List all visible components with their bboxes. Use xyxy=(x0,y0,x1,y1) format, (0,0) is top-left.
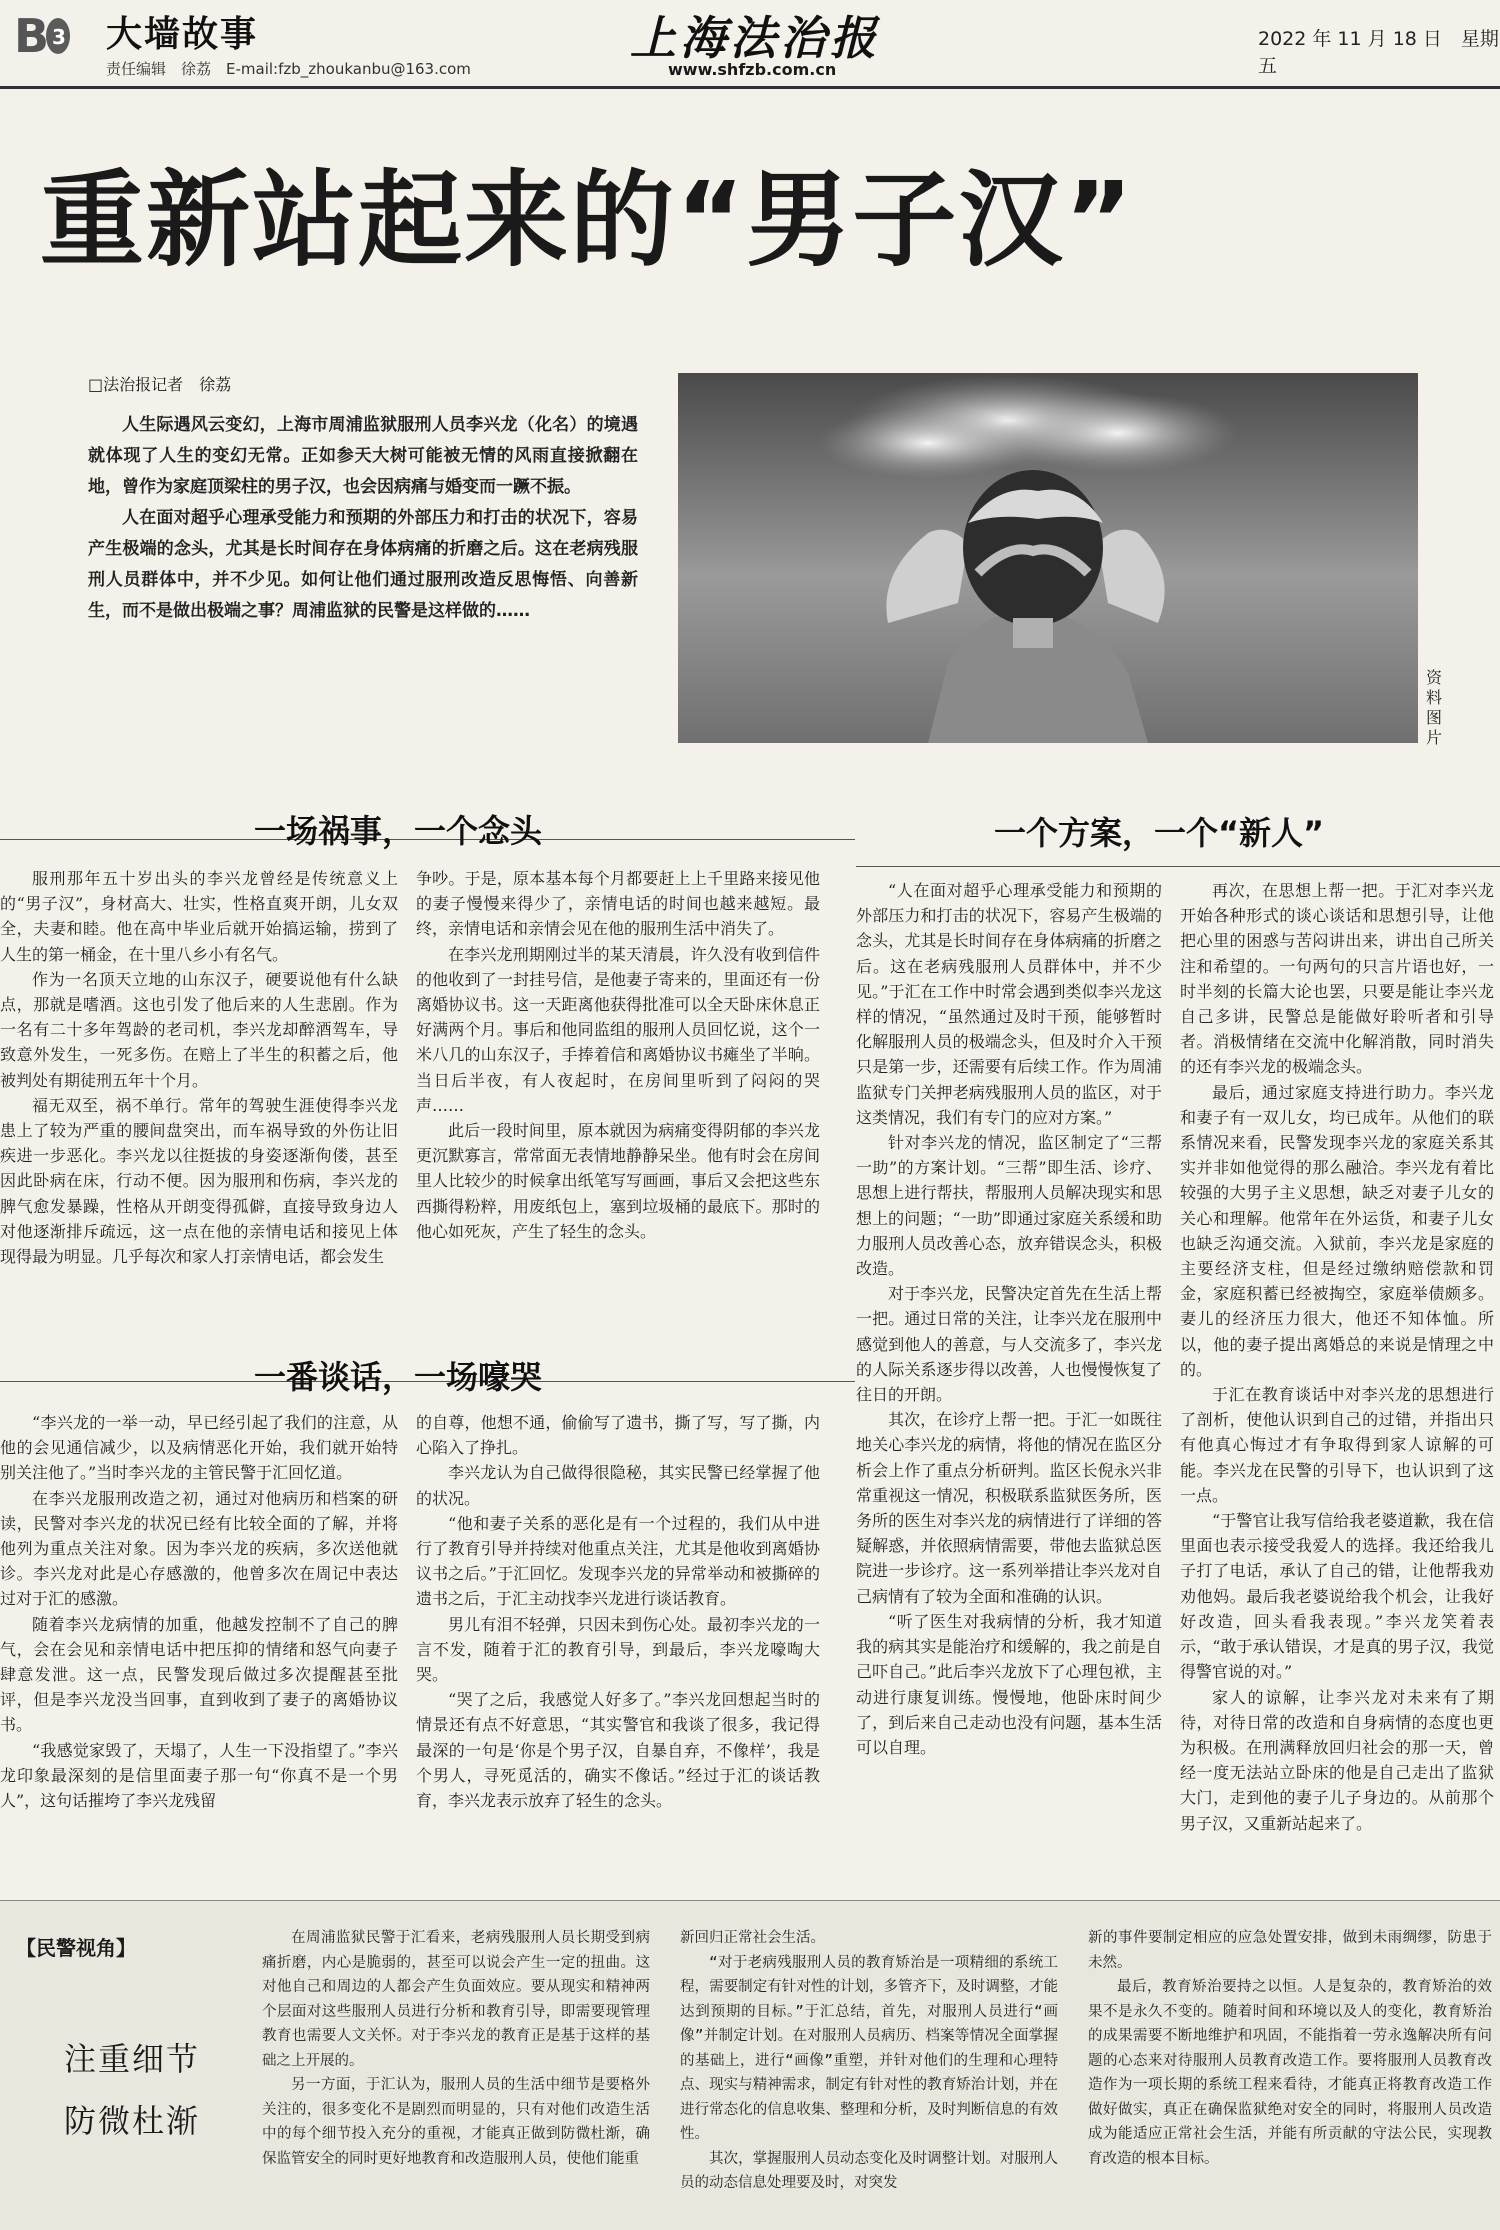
paragraph: 新回归正常社会生活。 xyxy=(680,1930,825,1946)
byline: □法治报记者 徐荔 xyxy=(88,375,232,394)
paragraph: 针对李兴龙的情况，监区制定了“三帮一助”的方案计划。“三帮”即生活、诊疗、思想上进行帮扶，帮服刑人员解决现实和思想上的问题；“一助”即通过家庭关系缓和助力服刑人员改善心态，放弃错误念头，积极改造。 xyxy=(856,1133,1162,1279)
paragraph: 服刑那年五十岁出头的李兴龙曾经是传统意义上的“男子汉”，身材高大、壮实，性格直爽开朗，儿女双全，夫妻和睦。他在高中毕业后就开始搞运输，捞到了人生的第一桶金，在十里八乡小有名气。 xyxy=(0,869,398,964)
article-column xyxy=(416,1410,820,1813)
sidebar-title-line: 防微杜渐 xyxy=(64,2102,201,2140)
paragraph: 在李兴龙刑期刚过半的某天清晨，许久没有收到信件的他收到了一封挂号信，是他妻子寄来的，里面还有一份离婚协议书。这一天距离他获得批准可以全天卧床休息正好满两个月。事后和他同监组的服刑人员回忆说，这个一米八几的山东汉子，手捧着信和离婚协议书瘫坐了半晌。当日后半夜，有人夜起时，在房间里听到了闷闷的哭声…… xyxy=(416,944,820,1115)
website-url: www.shfzb.com.cn xyxy=(668,60,837,79)
masthead-logo: 上海法治报 xyxy=(630,11,880,65)
paragraph: 新的事件要制定相应的应急处置安排，做到未雨绸缪，防患于未然。 xyxy=(1088,1930,1492,1971)
sidebar-column xyxy=(1088,1926,1492,2171)
intro-paragraph: 人生际遇风云变幻，上海市周浦监狱服刑人员李兴龙（化名）的境遇就体现了人生的变幻无常。正如参天大树可能被无情的风雨直接掀翻在地，曾作为家庭顶梁柱的男子汉，也会因病痛与婚变而一蹶不振。 xyxy=(88,415,638,497)
paragraph: “我感觉家毁了，天塌了，人生一下没指望了。”李兴龙印象最深刻的是信里面妻子那一句“你真不是一个男人”，这句话摧垮了李兴龙残留 xyxy=(0,1740,398,1811)
paragraph: 其次，掌握服刑人员动态变化及时调整计划。对服刑人员的动态信息处理要及时，对突发 xyxy=(680,2150,1058,2191)
sidebar-title-line: 注重细节 xyxy=(64,2040,201,2078)
section-heading: 一番谈话，一场嚎哭 xyxy=(254,1358,543,1396)
article-column xyxy=(0,866,398,1269)
paragraph: 再次，在思想上帮一把。于汇对李兴龙开始各种形式的谈心谈话和思想引导，让他把心里的困惑与苦闷讲出来，讲出自己所关注和希望的。一句两句的只言片语也好，一时半刻的长篇大论也罢，只要是能让李兴龙自己多讲，民警总是能做好聆听者和引导者。消极情绪在交流中化解消散，同时消失的还有李兴龙的极端念头。 xyxy=(1180,881,1494,1077)
page-tag-letter: B xyxy=(14,9,50,60)
paragraph: 另一方面，于汇认为，服刑人员的生活中细节是要格外关注的，很多变化不是剧烈而明显的，只有对他们改造生活中的每个细节投入充分的重视，才能真正做到防微杜渐，确保监管安全的同时更好地教育和改造服刑人员，使他们能重 xyxy=(262,2077,650,2167)
paragraph: “李兴龙的一举一动，早已经引起了我们的注意，从他的会见通信减少，以及病情恶化开始，我们就开始特别关注他了。”当时李兴龙的主管民警于汇回忆道。 xyxy=(0,1413,398,1483)
paragraph: 作为一名顶天立地的山东汉子，硬要说他有什么缺点，那就是嗜酒。这也引发了他后来的人生悲剧。作为一名有二十多年驾龄的老司机，李兴龙却醉酒驾车，导致意外发生，一死多伤。在赔上了半生的积蓄之后，他被判处有期徒刑五年十个月。 xyxy=(0,969,398,1090)
header-rule xyxy=(0,86,1500,89)
article-column xyxy=(0,1410,398,1813)
article-column xyxy=(1180,878,1494,1836)
article-photo xyxy=(678,373,1418,743)
intro-paragraph: 人在面对超乎心理承受能力和预期的外部压力和打击的状况下，容易产生极端的念头，尤其是长时间存在身体病痛的折磨之后。这在老病残服刑人员群体中，并不少见。如何让他们通过服刑改造反思悔悟、向善新生，而不是做出极端之事？周浦监狱的民警是这样做的…… xyxy=(88,508,638,621)
page-tag xyxy=(12,8,70,60)
article-column xyxy=(856,878,1162,1760)
section-rule xyxy=(856,866,1500,867)
article-column xyxy=(416,866,820,1244)
paragraph: 于汇在教育谈话中对李兴龙的思想进行了剖析，使他认识到自己的过错，并指出只有他真心悔过才有争取得到家人谅解的可能。李兴龙在民警的引导下，也认识到了这一点。 xyxy=(1180,1385,1494,1505)
section-title: 大墙故事 xyxy=(106,14,259,55)
paragraph: 福无双至，祸不单行。常年的驾驶生涯使得李兴龙患上了较为严重的腰间盘突出，而车祸导致的外伤让旧疾进一步恶化。李兴龙以往挺拔的身姿逐渐佝偻，甚至因此卧病在床，行动不便。因为服刑和伤病，李兴龙的脾气愈发暴躁，性格从开朗变得孤僻，直接导致身边人对他逐渐排斥疏远，这一点在他的亲情电话和接见上体现得最为明显。几乎每次和家人打亲情电话，都会发生 xyxy=(0,1095,398,1267)
paragraph: “听了医生对我病情的分析，我才知道我的病其实是能治疗和缓解的，我之前是自己吓自己。”此后李兴龙放下了心理包袱，主动进行康复训练。慢慢地，他卧床时间少了，到后来自己走动也没有问题，基本生活可以自理。 xyxy=(856,1611,1162,1757)
paragraph: 随着李兴龙病情的加重，他越发控制不了自己的脾气，会在会见和亲情电话中把压抑的情绪和怒气向妻子肆意发泄。这一点，民警发现后做过多次提醒甚至批评，但是李兴龙没当回事，直到收到了妻子的离婚协议书。 xyxy=(0,1614,398,1735)
paragraph: 最后，通过家庭支持进行助力。李兴龙和妻子有一双儿女，均已成年。从他们的联系情况来看，民警发现李兴龙的家庭关系其实并非如他觉得的那么融洽。李兴龙有着比较强的大男子主义思想，缺乏对妻子儿女的关心和理解。他常年在外运货，和妻子儿女也缺乏沟通交流。入狱前，李兴龙是家庭的主要经济支柱，但是经过缴纳赔偿款和罚金，家庭积蓄已经被掏空，家庭举债颇多。妻儿的经济压力很大，他还不知体恤。所以，他的妻子提出离婚总的来说是情理之中的。 xyxy=(1180,1082,1494,1379)
paragraph: 的自尊，他想不通，偷偷写了遗书，撕了写，写了撕，内心陷入了挣扎。 xyxy=(416,1413,820,1458)
page-tag-number: 3 xyxy=(52,25,66,49)
sidebar-label: 【民警视角】 xyxy=(16,1936,136,1960)
paragraph: “对于老病残服刑人员的教育矫治是一项精细的系统工程，需要制定有针对性的计划，多管齐下，及时调整，才能达到预期的目标。”于汇总结，首先，对服刑人员进行“画像”并制定计划。在对服刑人员病历、档案等情况全面掌握的基础上，进行“画像”重塑，并针对他们的生理和心理特点、现实与精神需求，制定有针对性的教育矫治计划，并在进行常态化的信息收集、整理和分析，及时判断信息的有效性。 xyxy=(680,1954,1058,2142)
section-heading: 一场祸事，一个念头 xyxy=(254,812,543,850)
paragraph: “哭了之后，我感觉人好多了。”李兴龙回想起当时的情景还有点不好意思，“其实警官和我谈了很多，我记得最深的一句是‘你是个男子汉，自暴自弃，不像样’，我是个男人，寻死觅活的，确实不像话。”经过于汇的谈话教育，李兴龙表示放弃了轻生的念头。 xyxy=(416,1690,820,1811)
paragraph: “人在面对超乎心理承受能力和预期的外部压力和打击的状况下，容易产生极端的念头，尤其是长时间存在身体病痛的折磨之后。这在老病残服刑人员群体中，并不少见。”于汇在工作中时常会遇到类似李兴龙这样的情况，“虽然通过及时干预，能够暂时化解服刑人员的极端念头，但及时介入干预只是第一步，还需要有后续工作。作为周浦监狱专门关押老病残服刑人员的监区，对于这类情况，我们有专门的应对方案。” xyxy=(856,881,1162,1127)
sidebar-column xyxy=(680,1926,1058,2196)
publication-date: 2022 年 11 月 18 日 星期五 xyxy=(1258,28,1499,77)
paragraph: “他和妻子关系的恶化是有一个过程的，我们从中进行了教育引导并持续对他重点关注，尤其是他收到离婚协议书之后。”于汇回忆。发现李兴龙的异常举动和被撕碎的遗书之后，于汇主动找李兴龙进行谈话教育。 xyxy=(416,1513,820,1609)
paragraph: 此后一段时间里，原本就因为病痛变得阴郁的李兴龙更沉默寡言，常常面无表情地静静呆坐。他有时会在房间里人比较少的时候拿出纸笔写写画画，事后又会把这些东西撕得粉粹，用废纸包上，塞到垃圾桶的最底下。那时的他心如死灰，产生了轻生的念头。 xyxy=(416,1121,820,1241)
paragraph: 对于李兴龙，民警决定首先在生活上帮一把。通过日常的关注，让李兴龙在服刑中感觉到他人的善意，与人交流多了，李兴龙的人际关系逐步得以改善，人也慢慢恢复了往日的开朗。 xyxy=(856,1284,1162,1405)
paragraph: 家人的谅解，让李兴龙对未来有了期待，对待日常的改造和自身病情的态度也更为积极。在刑满释放回归社会的那一天，曾经一度无法站立卧床的他是自己走出了监狱大门，走到他的妻子儿子身边的。从前那个男子汉，又重新站起来了。 xyxy=(1180,1687,1494,1833)
paragraph: 李兴龙认为自己做得很隐秘，其实民警已经掌握了他的状况。 xyxy=(416,1463,820,1508)
paragraph: 在周浦监狱民警于汇看来，老病残服刑人员长期受到病痛折磨，内心是脆弱的，甚至可以说会产生一定的扭曲。这对他自己和周边的人都会产生负面效应。要从现实和精神两个层面对这些服刑人员进行分析和教育引导，即需要现管理教育也需要人文关怀。对于李兴龙的教育正是基于这样的基础之上开展的。 xyxy=(262,1930,650,2069)
paragraph: 男儿有泪不轻弹，只因未到伤心处。最初李兴龙的一言不发，随着于汇的教育引导，到最后，李兴龙嚎啕大哭。 xyxy=(416,1614,820,1685)
paragraph: 争吵。于是，原本基本每个月都要赶上上千里路来接见他的妻子慢慢来得少了，亲情电话的时间也越来越短。最终，亲情电话和亲情会见在他的服刑生活中消失了。 xyxy=(416,869,820,939)
photo-caption: 资料图片 xyxy=(1426,668,1443,747)
paragraph: 其次，在诊疗上帮一把。于汇一如既往地关心李兴龙的病情，将他的情况在监区分析会上作了重点分析研判。监区长倪永兴非常重视这一情况，积极联系监狱医务所，医务所的医生对李兴龙的病情进行了详细的答疑解惑，并依照病情需要，带他去监狱总医院进一步诊疗。这一系列举措让李兴龙对自己病情有了较为全面和准确的认识。 xyxy=(856,1410,1162,1606)
section-heading: 一个方案，一个“新人” xyxy=(994,814,1325,852)
paragraph: 在李兴龙服刑改造之初，通过对他病历和档案的研读，民警对李兴龙的状况已经有比较全面的了解，并将他列为重点关注对象。因为李兴龙的疾病，多次送他就诊。李兴龙对此是心存感激的，他曾多次在周记中表达过对于汇的感激。 xyxy=(0,1488,398,1609)
headline: 重新站起来的“男子汉” xyxy=(40,159,1135,281)
editor-line: 责任编辑 徐荔 E-mail:fzb_zhoukanbu@163.com xyxy=(106,60,471,78)
sidebar-title xyxy=(64,2028,200,2152)
sidebar-column xyxy=(262,1926,650,2171)
paragraph: “于警官让我写信给我老婆道歉，我在信里面也表示接受我爱人的选择。我还给我儿子打了电话，承认了自己的错，让他帮我劝劝他妈。最后我老婆说给我个机会，让我好好改造，回头看我表现。”李兴龙笑着表示，“敢于承认错误，才是真的男子汉，我觉得警官说的对。” xyxy=(1180,1511,1494,1682)
intro-text xyxy=(88,410,638,627)
paragraph: 最后，教育矫治要持之以恒。人是复杂的，教育矫治的效果不是永久不变的。随着时间和环境以及人的变化，教育矫治的成果需要不断地维护和巩固，不能指着一劳永逸解决所有问题的心态来对待服刑人员教育改造工作。要将服刑人员教育改造作为一项长期的系统工程来看待，才能真正将教育改造工作做好做实，真正在确保监狱绝对安全的同时，将服刑人员改造成为能适应正常社会生活，并能有所贡献的守法公民，实现教育改造的根本目标。 xyxy=(1088,1979,1492,2167)
